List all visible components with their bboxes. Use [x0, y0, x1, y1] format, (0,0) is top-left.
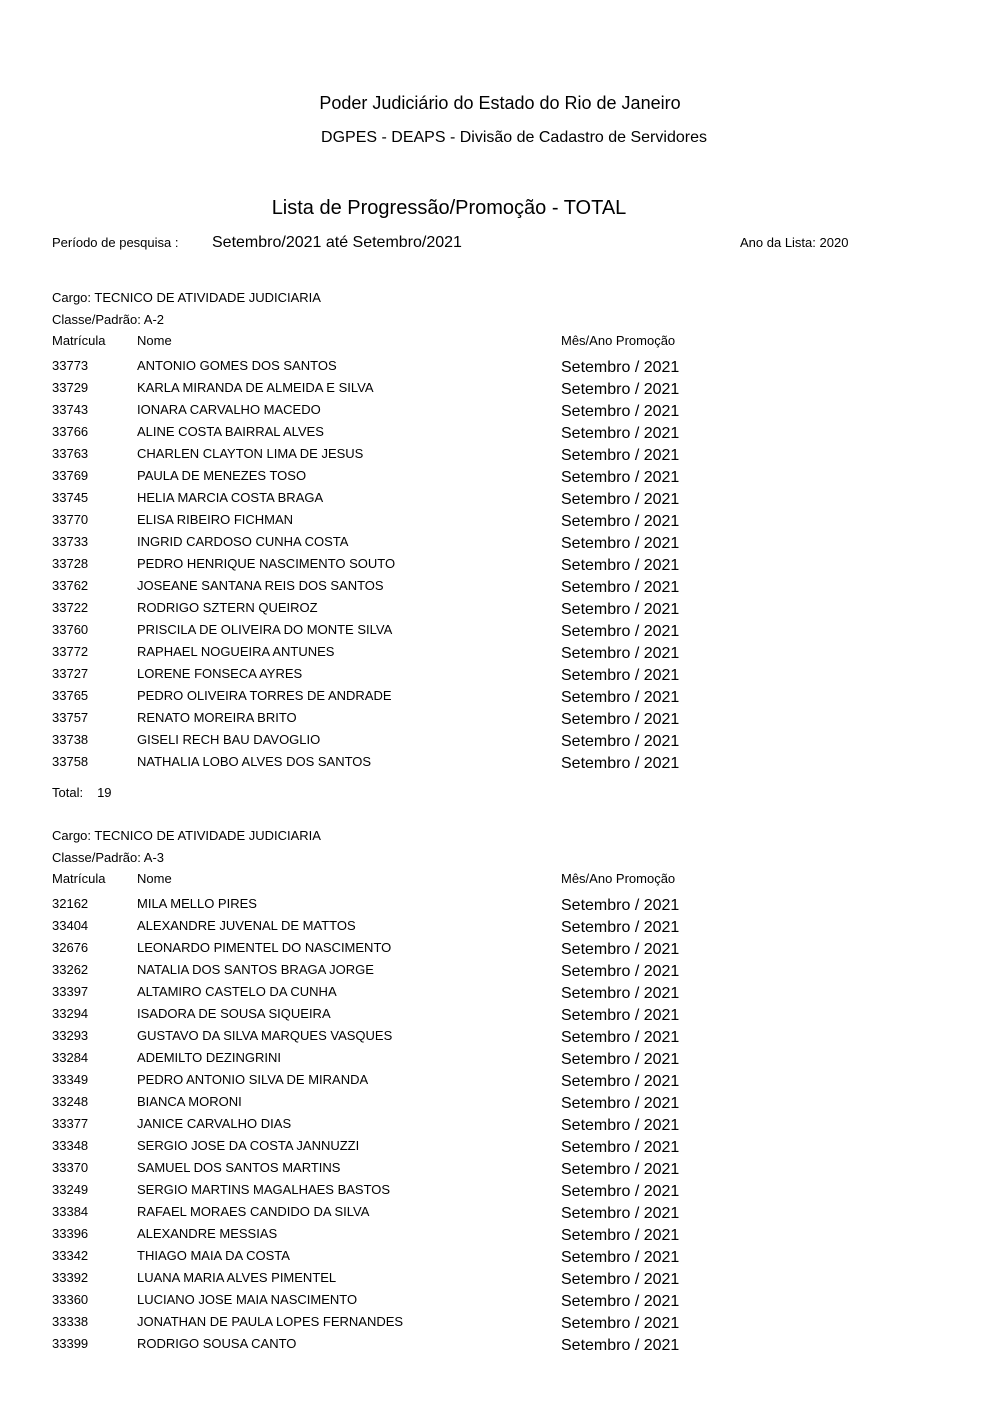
matricula-cell: 32162: [52, 896, 89, 911]
nome-cell: ELISA RIBEIRO FICHMAN: [137, 512, 294, 527]
promocao-cell: Setembro / 2021: [561, 711, 680, 728]
matricula-cell: 33404: [52, 918, 89, 933]
table-row: [0, 446, 1000, 468]
matricula-cell: 33348: [52, 1138, 89, 1153]
matricula-cell: 33370: [52, 1160, 89, 1175]
matricula-cell: 33377: [52, 1116, 89, 1131]
nome-cell: ALTAMIRO CASTELO DA CUNHA: [137, 984, 337, 999]
table-row: [0, 1248, 1000, 1270]
nome-cell: ADEMILTO DEZINGRINI: [137, 1050, 281, 1065]
promocao-cell: Setembro / 2021: [561, 1315, 680, 1332]
promocao-cell: Setembro / 2021: [561, 667, 680, 684]
matricula-cell: 33399: [52, 1336, 89, 1351]
promocao-cell: Setembro / 2021: [561, 359, 680, 376]
table-row: [0, 1336, 1000, 1358]
matricula-cell: 33758: [52, 754, 89, 769]
list-title: Lista de Progressão/Promoção - TOTAL: [271, 197, 627, 219]
org-title: Poder Judiciário do Estado do Rio de Janeiro: [319, 93, 681, 113]
promocao-cell: Setembro / 2021: [561, 1117, 680, 1134]
table-row: [0, 600, 1000, 622]
nome-cell: PAULA DE MENEZES TOSO: [137, 468, 307, 483]
nome-cell: SAMUEL DOS SANTOS MARTINS: [137, 1160, 341, 1175]
promocao-cell: Setembro / 2021: [561, 1337, 680, 1354]
table-row: [0, 940, 1000, 962]
nome-cell: KARLA MIRANDA DE ALMEIDA E SILVA: [137, 380, 374, 395]
nome-cell: CHARLEN CLAYTON LIMA DE JESUS: [137, 446, 364, 461]
matricula-cell: 33763: [52, 446, 89, 461]
nome-cell: INGRID CARDOSO CUNHA COSTA: [137, 534, 349, 549]
cargo-label: Cargo: TECNICO DE ATIVIDADE JUDICIARIA: [52, 828, 321, 843]
matricula-cell: 32676: [52, 940, 89, 955]
promocao-cell: Setembro / 2021: [561, 1095, 680, 1112]
promocao-cell: Setembro / 2021: [561, 755, 680, 772]
nome-cell: RENATO MOREIRA BRITO: [137, 710, 297, 725]
nome-cell: RODRIGO SZTERN QUEIROZ: [137, 600, 318, 615]
col-header-nome: Nome: [137, 871, 172, 886]
promocao-cell: Setembro / 2021: [561, 601, 680, 618]
promocao-cell: Setembro / 2021: [561, 469, 680, 486]
promocao-cell: Setembro / 2021: [561, 447, 680, 464]
table-row: [0, 556, 1000, 578]
period-label: Período de pesquisa :: [52, 235, 179, 250]
promocao-cell: Setembro / 2021: [561, 1051, 680, 1068]
promocao-cell: Setembro / 2021: [561, 623, 680, 640]
nome-cell: RAFAEL MORAES CANDIDO DA SILVA: [137, 1204, 370, 1219]
table-row: [0, 754, 1000, 776]
matricula-cell: 33249: [52, 1182, 89, 1197]
matricula-cell: 33722: [52, 600, 89, 615]
period-value: Setembro/2021 até Setembro/2021: [212, 234, 462, 251]
matricula-cell: 33396: [52, 1226, 89, 1241]
classe-label: Classe/Padrão: A-3: [52, 850, 165, 865]
matricula-cell: 33342: [52, 1248, 89, 1263]
promocao-cell: Setembro / 2021: [561, 557, 680, 574]
table-row: [0, 732, 1000, 754]
promocao-cell: Setembro / 2021: [561, 919, 680, 936]
total-label: Total:: [52, 785, 84, 800]
nome-cell: ALEXANDRE JUVENAL DE MATTOS: [137, 918, 356, 933]
matricula-cell: 33728: [52, 556, 89, 571]
nome-cell: GISELI RECH BAU DAVOGLIO: [137, 732, 321, 747]
promocao-cell: Setembro / 2021: [561, 1271, 680, 1288]
matricula-cell: 33743: [52, 402, 89, 417]
table-row: [0, 534, 1000, 556]
table-row: [0, 896, 1000, 918]
promocao-cell: Setembro / 2021: [561, 425, 680, 442]
nome-cell: PEDRO OLIVEIRA TORRES DE ANDRADE: [137, 688, 392, 703]
promocao-cell: Setembro / 2021: [561, 1161, 680, 1178]
nome-cell: SERGIO JOSE DA COSTA JANNUZZI: [137, 1138, 360, 1153]
table-row: [0, 1006, 1000, 1028]
promocao-cell: Setembro / 2021: [561, 491, 680, 508]
table-row: [0, 984, 1000, 1006]
matricula-cell: 33284: [52, 1050, 89, 1065]
promocao-cell: Setembro / 2021: [561, 535, 680, 552]
list-year: Ano da Lista: 2020: [740, 235, 849, 250]
matricula-cell: 33349: [52, 1072, 89, 1087]
matricula-cell: 33769: [52, 468, 89, 483]
table-row: [0, 1270, 1000, 1292]
promocao-cell: Setembro / 2021: [561, 579, 680, 596]
col-header-mes: Mês/Ano Promoção: [561, 871, 676, 886]
division-subtitle: DGPES - DEAPS - Divisão de Cadastro de Servidores: [321, 129, 707, 146]
nome-cell: BIANCA MORONI: [137, 1094, 242, 1109]
matricula-cell: 33760: [52, 622, 89, 637]
matricula-cell: 33757: [52, 710, 89, 725]
promocao-cell: Setembro / 2021: [561, 1205, 680, 1222]
table-row: [0, 380, 1000, 402]
nome-cell: LUCIANO JOSE MAIA NASCIMENTO: [137, 1292, 358, 1307]
table-row: [0, 1204, 1000, 1226]
table-row: [0, 578, 1000, 600]
matricula-cell: 33738: [52, 732, 89, 747]
nome-cell: ISADORA DE SOUSA SIQUEIRA: [137, 1006, 331, 1021]
nome-cell: THIAGO MAIA DA COSTA: [137, 1248, 290, 1263]
col-header-matricula: Matrícula: [52, 871, 106, 886]
promocao-cell: Setembro / 2021: [561, 1073, 680, 1090]
table-row: [0, 1226, 1000, 1248]
promocao-cell: Setembro / 2021: [561, 1293, 680, 1310]
nome-cell: NATALIA DOS SANTOS BRAGA JORGE: [137, 962, 374, 977]
promocao-cell: Setembro / 2021: [561, 1249, 680, 1266]
matricula-cell: 33262: [52, 962, 89, 977]
table-row: [0, 1072, 1000, 1094]
cargo-label: Cargo: TECNICO DE ATIVIDADE JUDICIARIA: [52, 290, 321, 305]
nome-cell: MILA MELLO PIRES: [137, 896, 257, 911]
nome-cell: PEDRO HENRIQUE NASCIMENTO SOUTO: [137, 556, 396, 571]
matricula-cell: 33733: [52, 534, 89, 549]
total-line: [52, 785, 112, 800]
table-row: [0, 1028, 1000, 1050]
nome-cell: ALEXANDRE MESSIAS: [137, 1226, 278, 1241]
classe-label: Classe/Padrão: A-2: [52, 312, 165, 327]
nome-cell: PRISCILA DE OLIVEIRA DO MONTE SILVA: [137, 622, 393, 637]
table-row: [0, 1138, 1000, 1160]
table-row: [0, 688, 1000, 710]
promocao-cell: Setembro / 2021: [561, 733, 680, 750]
promocao-cell: Setembro / 2021: [561, 1139, 680, 1156]
promocao-cell: Setembro / 2021: [561, 1029, 680, 1046]
table-row: [0, 962, 1000, 984]
matricula-cell: 33248: [52, 1094, 89, 1109]
table-row: [0, 918, 1000, 940]
nome-cell: LORENE FONSECA AYRES: [137, 666, 303, 681]
table-row: [0, 1160, 1000, 1182]
matricula-cell: 33727: [52, 666, 89, 681]
table-row: [0, 424, 1000, 446]
table-row: [0, 1050, 1000, 1072]
table-row: [0, 1094, 1000, 1116]
promocao-cell: Setembro / 2021: [561, 645, 680, 662]
promocao-cell: Setembro / 2021: [561, 1007, 680, 1024]
nome-cell: LEONARDO PIMENTEL DO NASCIMENTO: [137, 940, 392, 955]
table-row: [0, 644, 1000, 666]
table-row: [0, 1116, 1000, 1138]
matricula-cell: 33384: [52, 1204, 89, 1219]
nome-cell: ALINE COSTA BAIRRAL ALVES: [137, 424, 324, 439]
promocao-cell: Setembro / 2021: [561, 403, 680, 420]
matricula-cell: 33397: [52, 984, 89, 999]
matricula-cell: 33294: [52, 1006, 89, 1021]
table-row: [0, 402, 1000, 424]
nome-cell: IONARA CARVALHO MACEDO: [137, 402, 321, 417]
nome-cell: HELIA MARCIA COSTA BRAGA: [137, 490, 324, 505]
matricula-cell: 33773: [52, 358, 89, 373]
matricula-cell: 33293: [52, 1028, 89, 1043]
nome-cell: JONATHAN DE PAULA LOPES FERNANDES: [137, 1314, 404, 1329]
promocao-cell: Setembro / 2021: [561, 513, 680, 530]
matricula-cell: 33392: [52, 1270, 89, 1285]
table-row: [0, 1292, 1000, 1314]
table-row: [0, 622, 1000, 644]
matricula-cell: 33745: [52, 490, 89, 505]
table-row: [0, 512, 1000, 534]
matricula-cell: 33729: [52, 380, 89, 395]
promocao-cell: Setembro / 2021: [561, 897, 680, 914]
nome-cell: JANICE CARVALHO DIAS: [137, 1116, 292, 1131]
matricula-cell: 33762: [52, 578, 89, 593]
promocao-cell: Setembro / 2021: [561, 985, 680, 1002]
col-header-matricula: Matrícula: [52, 333, 106, 348]
table-row: [0, 710, 1000, 732]
promocao-cell: Setembro / 2021: [561, 1227, 680, 1244]
matricula-cell: 33770: [52, 512, 89, 527]
table-row: [0, 1314, 1000, 1336]
matricula-cell: 33765: [52, 688, 89, 703]
total-value: 19: [97, 785, 112, 800]
table-row: [0, 1182, 1000, 1204]
table-row: [0, 490, 1000, 512]
promocao-cell: Setembro / 2021: [561, 941, 680, 958]
nome-cell: PEDRO ANTONIO SILVA DE MIRANDA: [137, 1072, 369, 1087]
nome-cell: SERGIO MARTINS MAGALHAES BASTOS: [137, 1182, 391, 1197]
nome-cell: RODRIGO SOUSA CANTO: [137, 1336, 297, 1351]
nome-cell: NATHALIA LOBO ALVES DOS SANTOS: [137, 754, 372, 769]
table-row: [0, 468, 1000, 490]
promocao-cell: Setembro / 2021: [561, 963, 680, 980]
matricula-cell: 33338: [52, 1314, 89, 1329]
col-header-mes: Mês/Ano Promoção: [561, 333, 676, 348]
matricula-cell: 33772: [52, 644, 89, 659]
table-row: [0, 666, 1000, 688]
nome-cell: LUANA MARIA ALVES PIMENTEL: [137, 1270, 337, 1285]
promocao-cell: Setembro / 2021: [561, 1183, 680, 1200]
promocao-cell: Setembro / 2021: [561, 381, 680, 398]
nome-cell: JOSEANE SANTANA REIS DOS SANTOS: [137, 578, 384, 593]
matricula-cell: 33360: [52, 1292, 89, 1307]
nome-cell: ANTONIO GOMES DOS SANTOS: [137, 358, 337, 373]
table-row: [0, 358, 1000, 380]
matricula-cell: 33766: [52, 424, 89, 439]
promocao-cell: Setembro / 2021: [561, 689, 680, 706]
col-header-nome: Nome: [137, 333, 172, 348]
nome-cell: GUSTAVO DA SILVA MARQUES VASQUES: [137, 1028, 393, 1043]
nome-cell: RAPHAEL NOGUEIRA ANTUNES: [137, 644, 335, 659]
